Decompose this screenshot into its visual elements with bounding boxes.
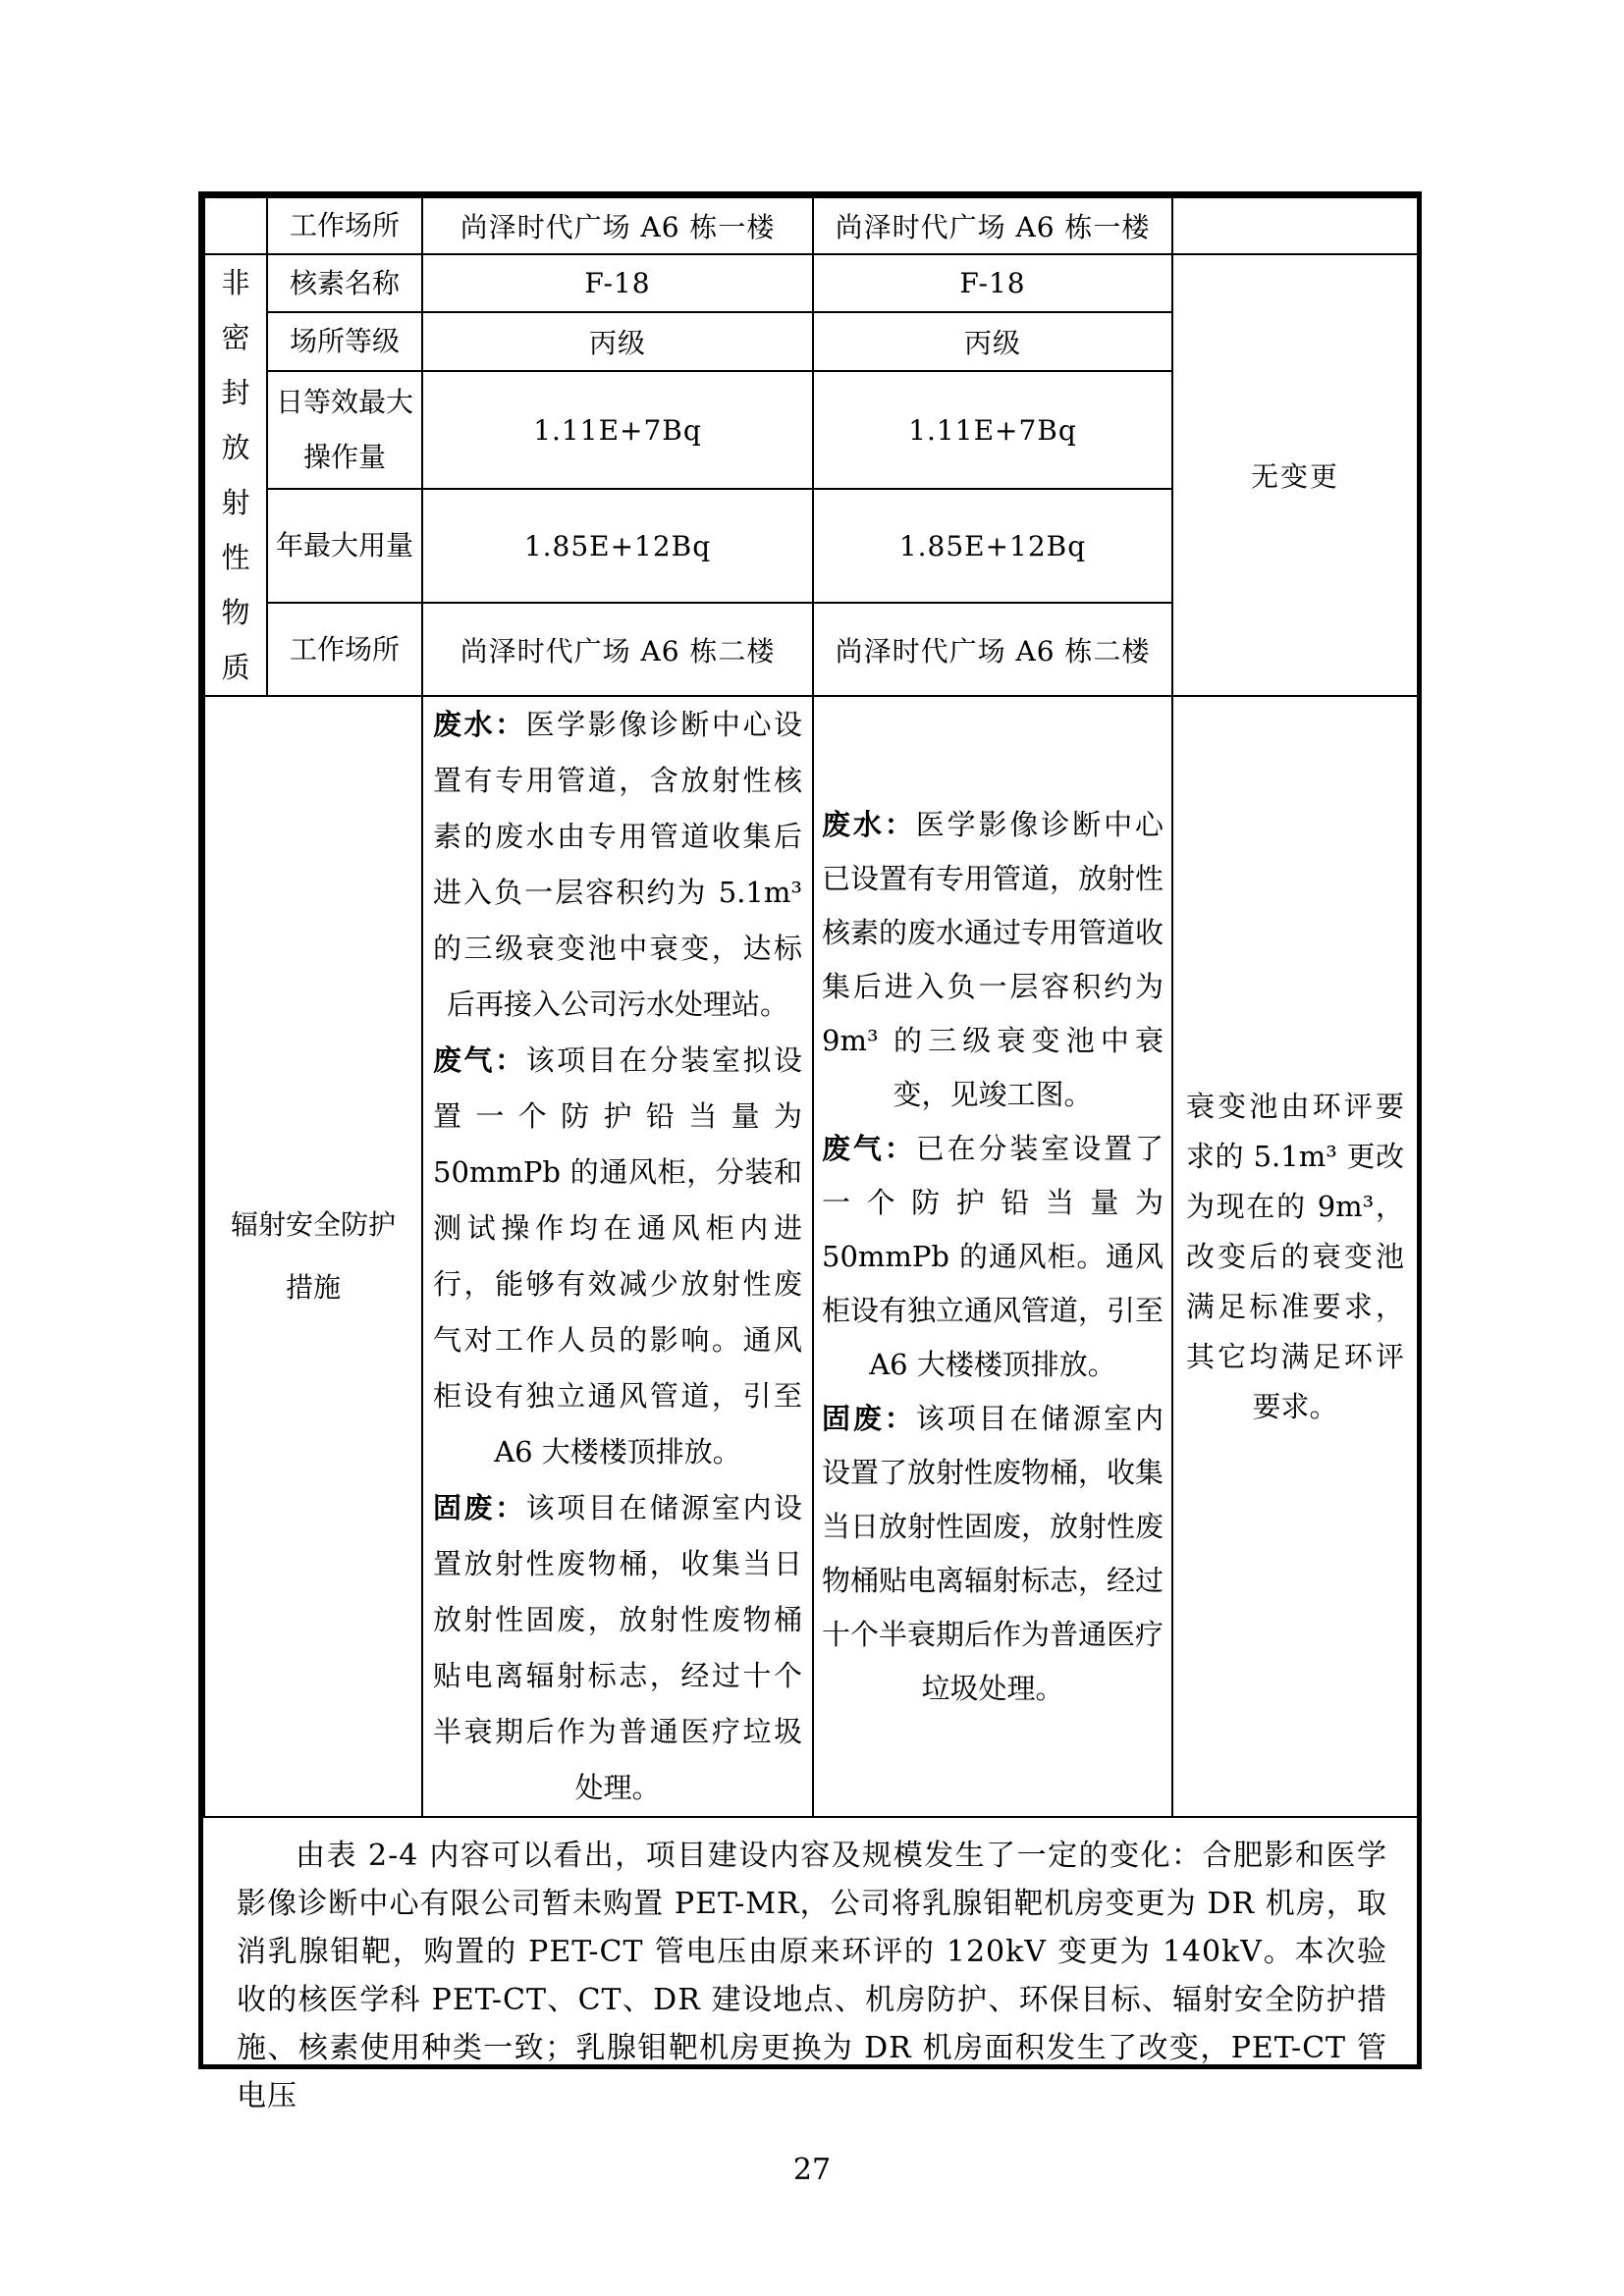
protection-current-cell	[813, 696, 1172, 1817]
table-row-workplace-1	[204, 197, 1418, 254]
row-label-nuclide: 核素名称	[267, 254, 422, 312]
wastewater-current-text: 医学影像诊断中心已设置有专用管道，放射性核素的废水通过专用管道收集后进入负一层容积约为 9m³ 的三级衰变池中衰变，见竣工图。	[822, 807, 1164, 1111]
annual-max-current-value: 1.85E+12Bq	[813, 489, 1172, 603]
workplace-2-original-value: 尚泽时代广场 A6 栋二楼	[422, 603, 813, 696]
waste-gas-original-paragraph	[433, 1033, 802, 1480]
waste-gas-original-text: 该项目在分装室拟设置一个防护铅当量为 50mmPb 的通风柜，分装和测试操作均在通风柜内进行，能够有效减少放射性废气对工作人员的影响。通风柜设有独立通风管道，引至 A6 大楼楼顶排放。	[433, 1043, 802, 1468]
protection-measures-label-text: 辐射安全防护措施	[230, 1208, 396, 1304]
table-row-protection-measures	[204, 696, 1418, 1817]
wastewater-label: 废水：	[433, 708, 526, 741]
no-change-cell: 无变更	[1172, 254, 1418, 696]
solid-waste-original-paragraph	[433, 1480, 802, 1816]
remark-spacer	[1172, 197, 1418, 254]
wastewater-current-paragraph	[822, 798, 1164, 1122]
solid-waste-label: 固废：	[433, 1491, 526, 1524]
wastewater-label-current: 废水：	[822, 807, 916, 841]
section-label-nonsealed-radioactive	[204, 254, 267, 696]
solid-waste-current-text: 该项目在储源室内设置了放射性废物桶，收集当日放射性固废，放射性废物桶贴电离辐射标志，经过十个半衰期后作为普通医疗垃圾处理。	[822, 1401, 1164, 1705]
site-class-current-value: 丙级	[813, 312, 1172, 371]
section-label-spacer	[204, 197, 267, 254]
daily-max-original-value: 1.11E+7Bq	[422, 371, 813, 489]
waste-gas-current-paragraph	[822, 1122, 1164, 1392]
workplace-1-original-value: 尚泽时代广场 A6 栋一楼	[422, 197, 813, 254]
row-label-daily-max-operation: 日等效最大操作量	[267, 371, 422, 489]
row-label-workplace-2: 工作场所	[267, 603, 422, 696]
table-row-nuclide	[204, 254, 1418, 312]
solid-waste-original-text: 该项目在储源室内设置放射性废物桶，收集当日放射性固废，放射性废物桶贴电离辐射标志，经过十个半衰期后作为普通医疗垃圾处理。	[433, 1491, 802, 1804]
solid-waste-current-paragraph	[822, 1392, 1164, 1716]
summary-section	[203, 1818, 1417, 2120]
workplace-2-current-value: 尚泽时代广场 A6 栋二楼	[813, 603, 1172, 696]
radioactive-materials-table	[203, 196, 1419, 1818]
wastewater-original-text: 医学影像诊断中心设置有专用管道，含放射性核素的废水由专用管道收集后进入负一层容积约为 5.1m³ 的三级衰变池中衰变，达标后再接入公司污水处理站。	[433, 708, 802, 1021]
workplace-1-current-value: 尚泽时代广场 A6 栋一楼	[813, 197, 1172, 254]
row-label-protection-measures	[204, 696, 422, 1817]
daily-max-current-value: 1.11E+7Bq	[813, 371, 1172, 489]
nuclide-original-value: F-18	[422, 254, 813, 312]
site-class-original-value: 丙级	[422, 312, 813, 371]
summary-paragraph: 由表 2-4 内容可以看出，项目建设内容及规模发生了一定的变化：合肥影和医学影像诊断中心有限公司暂未购置 PET-MR，公司将乳腺钼靶机房变更为 DR 机房，取消乳腺钼靶，购置的 PET-CT 管电压由原来环评的 120kV 变更为 140kV。本次验收的核医学科 PET-CT、CT、DR 建设地点、机房防护、环保目标、辐射安全防护措施、核素使用种类一致；乳腺钼靶机房更换为 DR 机房面积发生了改变，PET-CT 管电压	[237, 1839, 1387, 2113]
row-label-site-class: 场所等级	[267, 312, 422, 371]
wastewater-original-paragraph	[433, 697, 802, 1033]
waste-gas-current-text: 已在分装室设置了一个防护铅当量为 50mmPb 的通风柜。通风柜设有独立通风管道，引至 A6 大楼楼顶排放。	[822, 1131, 1164, 1381]
table-frame	[198, 191, 1422, 2113]
solid-waste-label-current: 固废：	[822, 1401, 916, 1435]
nuclide-current-value: F-18	[813, 254, 1172, 312]
row-label-annual-max-usage: 年最大用量	[267, 489, 422, 603]
protection-original-cell	[422, 696, 813, 1817]
protection-remark-cell	[1172, 696, 1418, 1817]
waste-gas-label-current: 废气：	[822, 1131, 916, 1165]
decay-pool-remark-text: 衰变池由环评要求的 5.1m³ 更改为现在的 9m³，改变后的衰变池满足标准要求，其它均满足环评要求。	[1186, 1089, 1404, 1423]
section-label-vertical-text: 非密封放射性物质	[221, 266, 250, 684]
waste-gas-label: 废气：	[433, 1043, 526, 1077]
annual-max-original-value: 1.85E+12Bq	[422, 489, 813, 603]
page-number: 27	[792, 2153, 832, 2187]
row-label-workplace-1: 工作场所	[267, 197, 422, 254]
